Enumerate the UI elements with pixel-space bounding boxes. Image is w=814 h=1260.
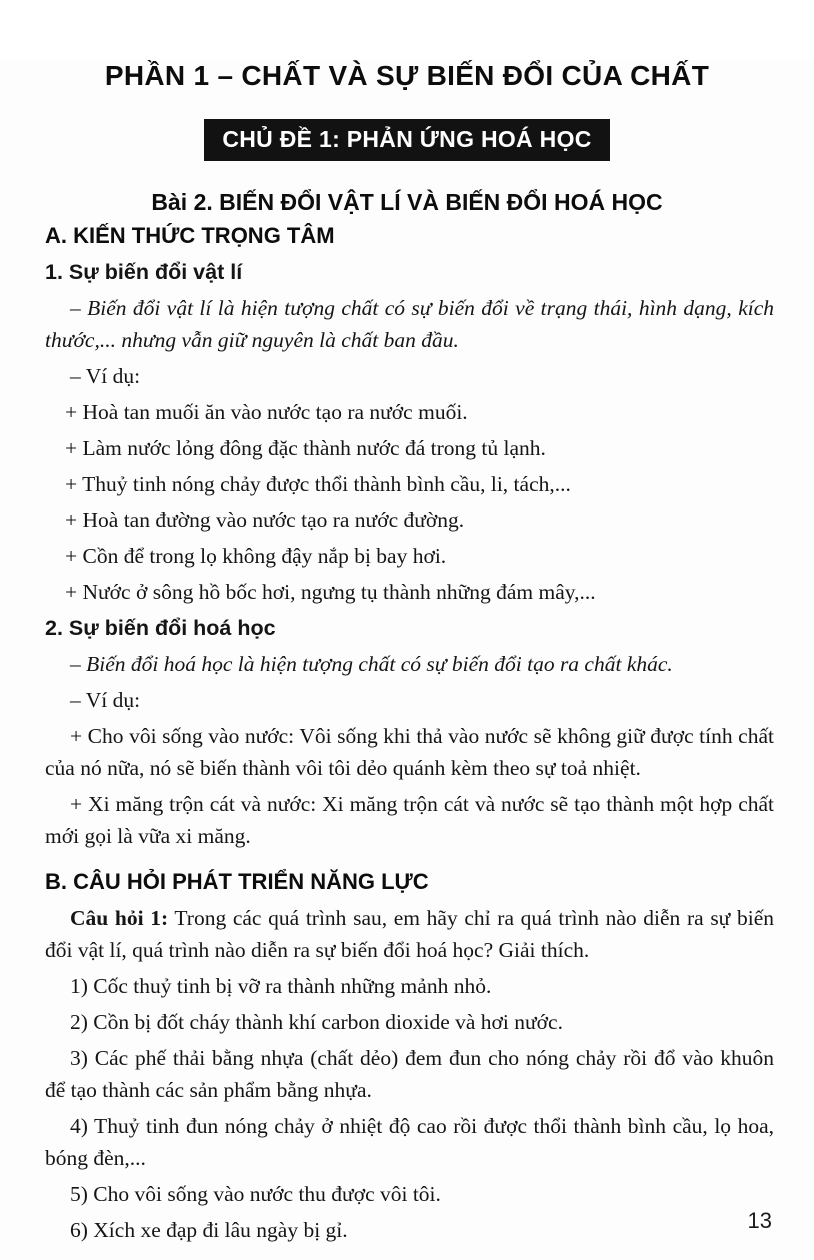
section-b-heading: B. CÂU HỎI PHÁT TRIỂN NĂNG LỰC: [45, 869, 429, 894]
question-1: [45, 902, 774, 966]
part-title: PHẦN 1 – CHẤT VÀ SỰ BIẾN ĐỔI CỦA CHẤT: [104, 60, 710, 91]
physical-change-definition: – Biến đổi vật lí là hiện tượng chất có sự biến đổi về trạng thái, hình dạng, kích thước,... nhưng vẫn giữ nguyên là chất ban đầu.: [45, 296, 774, 352]
question-item-3: 3) Các phế thải bằng nhựa (chất dẻo) đem đun cho nóng chảy rồi đổ vào khuôn để tạo thành các sản phẩm bằng nhựa.: [45, 1046, 774, 1102]
page-number: 13: [747, 1208, 772, 1233]
question-item-1: 1) Cốc thuỷ tinh bị vỡ ra thành những mảnh nhỏ.: [70, 974, 492, 998]
physical-example-4: + Hoà tan đường vào nước tạo ra nước đường.: [65, 508, 465, 532]
subsection-1-heading: 1. Sự biến đổi vật lí: [45, 260, 243, 284]
physical-example-6: + Nước ở sông hồ bốc hơi, ngưng tụ thành những đám mây,...: [65, 580, 596, 604]
question-item-2: 2) Cồn bị đốt cháy thành khí carbon dioxide và hơi nước.: [70, 1010, 563, 1034]
textbook-page: [0, 60, 814, 1260]
example-label-1: – Ví dụ:: [70, 364, 141, 388]
question-1-label: Câu hỏi 1:: [70, 906, 169, 930]
topic-banner: CHỦ ĐỀ 1: PHẢN ỨNG HOÁ HỌC: [204, 119, 609, 161]
subsection-2-heading: 2. Sự biến đổi hoá học: [45, 616, 276, 640]
example-label-2: – Ví dụ:: [70, 688, 141, 712]
question-item-4: 4) Thuỷ tinh đun nóng chảy ở nhiệt độ cao rồi được thổi thành bình cầu, lọ hoa, bóng đèn,...: [45, 1114, 774, 1170]
question-item-6: 6) Xích xe đạp đi lâu ngày bị gỉ.: [70, 1218, 348, 1242]
lesson-title: Bài 2. BIẾN ĐỔI VẬT LÍ VÀ BIẾN ĐỔI HOÁ HỌC: [151, 189, 663, 215]
physical-example-3: + Thuỷ tinh nóng chảy được thổi thành bình cầu, li, tách,...: [65, 472, 571, 496]
physical-example-1: + Hoà tan muối ăn vào nước tạo ra nước muối.: [65, 400, 468, 424]
question-item-5: 5) Cho vôi sống vào nước thu được vôi tôi.: [70, 1182, 441, 1206]
section-a-heading: A. KIẾN THỨC TRỌNG TÂM: [45, 223, 335, 248]
question-1-text: Trong các quá trình sau, em hãy chỉ ra quá trình nào diễn ra sự biến đổi vật lí, quá trình nào diễn ra sự biến đổi hoá học? Giải thích.: [45, 906, 775, 962]
chemical-change-definition: – Biến đổi hoá học là hiện tượng chất có sự biến đổi tạo ra chất khác.: [70, 652, 673, 676]
chemical-example-2: + Xi măng trộn cát và nước: Xi măng trộn cát và nước sẽ tạo thành một hợp chất mới gọi là vữa xi măng.: [45, 792, 774, 848]
physical-example-2: + Làm nước lỏng đông đặc thành nước đá trong tủ lạnh.: [65, 436, 546, 460]
topic-banner-row: [0, 119, 814, 161]
physical-example-5: + Cồn để trong lọ không đậy nắp bị bay hơi.: [65, 544, 447, 568]
page-content: [45, 220, 774, 1246]
chemical-example-1: + Cho vôi sống vào nước: Vôi sống khi thả vào nước sẽ không giữ được tính chất của nó nữa, nó sẽ biến thành vôi tôi dẻo quánh kèm theo sự toả nhiệt.: [45, 724, 774, 780]
